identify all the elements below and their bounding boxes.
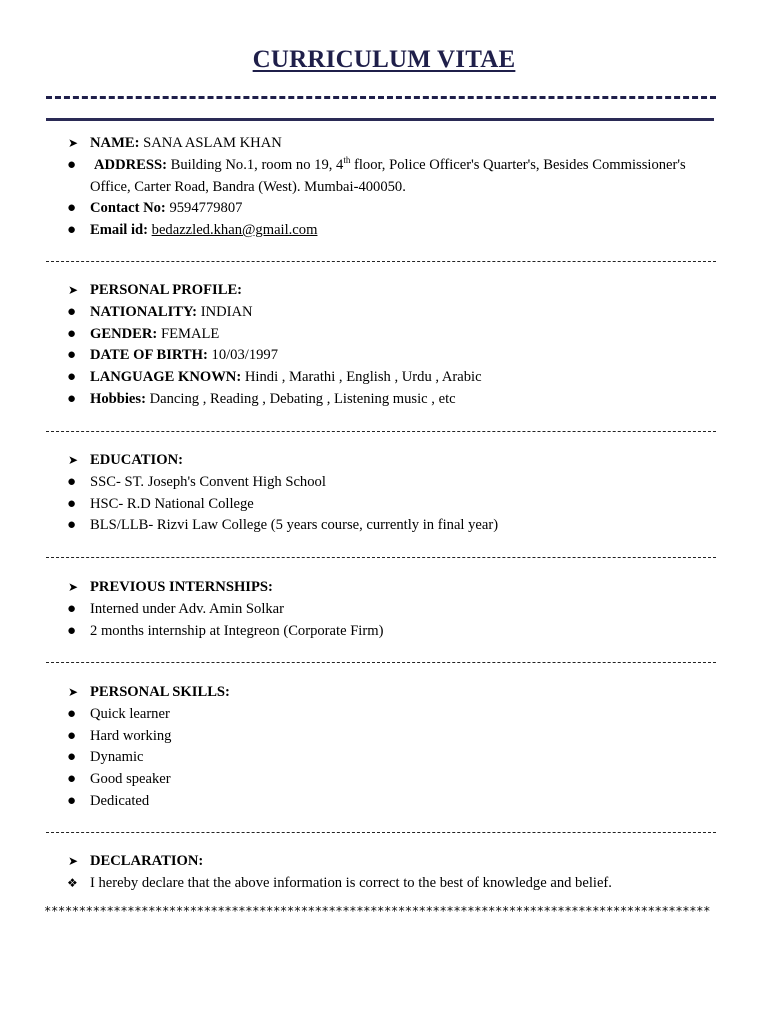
round-bullet-icon: ● bbox=[67, 325, 77, 342]
list-item bbox=[0, 472, 768, 494]
section-divider bbox=[46, 557, 716, 558]
round-bullet-icon: ● bbox=[67, 156, 77, 173]
list-item bbox=[0, 704, 768, 726]
section-divider bbox=[46, 431, 716, 432]
profile-label: LANGUAGE KNOWN: bbox=[90, 369, 242, 386]
section-divider bbox=[46, 832, 716, 833]
section-heading-row bbox=[0, 450, 768, 472]
address-label: ADDRESS: bbox=[94, 156, 167, 173]
education-item: HSC- R.D National College bbox=[90, 495, 254, 512]
arrow-bullet-icon: ➤ bbox=[68, 136, 79, 150]
list-item bbox=[0, 515, 768, 537]
round-bullet-icon: ● bbox=[67, 792, 77, 809]
list-item bbox=[0, 769, 768, 791]
declaration-heading: DECLARATION: bbox=[90, 853, 204, 869]
education-section bbox=[0, 450, 768, 537]
section-heading-row bbox=[0, 280, 768, 302]
list-item bbox=[0, 302, 768, 324]
education-item: SSC- ST. Joseph's Convent High School bbox=[90, 473, 326, 490]
arrow-bullet-icon: ➤ bbox=[68, 453, 79, 467]
list-item bbox=[0, 747, 768, 769]
section-heading-row bbox=[0, 682, 768, 704]
round-bullet-icon: ● bbox=[67, 771, 77, 788]
email-label: Email id: bbox=[90, 222, 148, 239]
profile-value: INDIAN bbox=[200, 303, 253, 320]
section-heading-row bbox=[0, 577, 768, 599]
round-bullet-icon: ● bbox=[67, 517, 77, 534]
declaration-row bbox=[0, 873, 768, 895]
diamond-bullet-icon: ❖ bbox=[67, 875, 78, 890]
page-title: CURRICULUM VITAE bbox=[252, 46, 516, 73]
footer-star-rule: ************************************************************************************************ bbox=[44, 904, 710, 918]
skills-section bbox=[0, 682, 768, 813]
list-item bbox=[0, 791, 768, 813]
title-solid-rule bbox=[46, 118, 714, 121]
phone-row bbox=[0, 198, 768, 220]
title-dashed-rule bbox=[46, 96, 716, 99]
education-heading: EDUCATION: bbox=[90, 452, 183, 468]
round-bullet-icon: ● bbox=[67, 727, 77, 744]
list-item bbox=[0, 324, 768, 346]
list-item bbox=[0, 621, 768, 643]
round-bullet-icon: ● bbox=[67, 622, 77, 639]
round-bullet-icon: ● bbox=[67, 200, 77, 217]
list-item bbox=[0, 367, 768, 389]
profile-value: 10/03/1997 bbox=[211, 347, 279, 364]
profile-label: DATE OF BIRTH: bbox=[90, 347, 208, 364]
profile-value: FEMALE bbox=[160, 325, 220, 342]
list-item bbox=[0, 389, 768, 411]
profile-value: Dancing , Reading , Debating , Listening music , etc bbox=[149, 390, 456, 407]
list-item bbox=[0, 345, 768, 367]
name-row bbox=[0, 133, 768, 155]
arrow-bullet-icon: ➤ bbox=[68, 283, 79, 297]
profile-value: Hindi , Marathi , English , Urdu , Arabic bbox=[244, 369, 482, 386]
skill-item: Dynamic bbox=[90, 749, 144, 766]
skill-item: Quick learner bbox=[90, 705, 170, 722]
skills-heading: PERSONAL SKILLS: bbox=[90, 684, 230, 700]
declaration-text: I hereby declare that the above information is correct to the best of knowledge and belief. bbox=[90, 874, 612, 891]
arrow-bullet-icon: ➤ bbox=[68, 854, 79, 868]
round-bullet-icon: ● bbox=[67, 303, 77, 320]
declaration-section bbox=[0, 851, 768, 895]
personal-profile-section bbox=[0, 280, 768, 411]
personal-profile-heading: PERSONAL PROFILE: bbox=[90, 282, 243, 298]
skill-item: Good speaker bbox=[90, 771, 171, 788]
phone-value: 9594779807 bbox=[169, 200, 243, 217]
round-bullet-icon: ● bbox=[67, 600, 77, 617]
email-row bbox=[0, 220, 768, 242]
round-bullet-icon: ● bbox=[67, 390, 77, 407]
internship-item: 2 months internship at Integreon (Corporate Firm) bbox=[90, 622, 384, 639]
name-value: SANA ASLAM KHAN bbox=[143, 135, 282, 151]
arrow-bullet-icon: ➤ bbox=[68, 580, 79, 594]
phone-label: Contact No: bbox=[90, 200, 166, 217]
address-part1: Building No.1, room no 19, 4 bbox=[170, 156, 344, 173]
round-bullet-icon: ● bbox=[67, 473, 77, 490]
list-item bbox=[0, 494, 768, 516]
section-divider bbox=[46, 662, 716, 663]
internships-heading: PREVIOUS INTERNSHIPS: bbox=[90, 579, 273, 595]
profile-label: NATIONALITY: bbox=[90, 303, 198, 320]
name-label: NAME: bbox=[90, 135, 140, 151]
address-part2: floor, Police Officer's Quarter's, Besides Commissioner's bbox=[350, 156, 686, 173]
round-bullet-icon: ● bbox=[67, 369, 77, 386]
internship-item: Interned under Adv. Amin Solkar bbox=[90, 600, 285, 617]
education-item: BLS/LLB- Rizvi Law College (5 years course, currently in final year) bbox=[90, 517, 499, 534]
contact-section bbox=[0, 133, 768, 242]
round-bullet-icon: ● bbox=[67, 347, 77, 364]
internships-section bbox=[0, 577, 768, 642]
address-row bbox=[0, 155, 768, 177]
round-bullet-icon: ● bbox=[67, 749, 77, 766]
address-sup: th bbox=[343, 154, 351, 165]
section-heading-row bbox=[0, 851, 768, 873]
round-bullet-icon: ● bbox=[67, 705, 77, 722]
email-link[interactable]: bedazzled.khan@gmail.com bbox=[151, 222, 318, 239]
profile-label: Hobbies: bbox=[90, 390, 146, 407]
skill-item: Hard working bbox=[90, 727, 172, 744]
address-continuation-row bbox=[0, 177, 768, 199]
list-item bbox=[0, 726, 768, 748]
address-line2: Office, Carter Road, Bandra (West). Mumbai-400050. bbox=[90, 178, 406, 195]
round-bullet-icon: ● bbox=[67, 222, 77, 239]
skill-item: Dedicated bbox=[90, 792, 150, 809]
profile-label: GENDER: bbox=[90, 325, 158, 342]
round-bullet-icon: ● bbox=[67, 495, 77, 512]
section-divider bbox=[46, 261, 716, 262]
list-item bbox=[0, 599, 768, 621]
arrow-bullet-icon: ➤ bbox=[68, 685, 79, 699]
